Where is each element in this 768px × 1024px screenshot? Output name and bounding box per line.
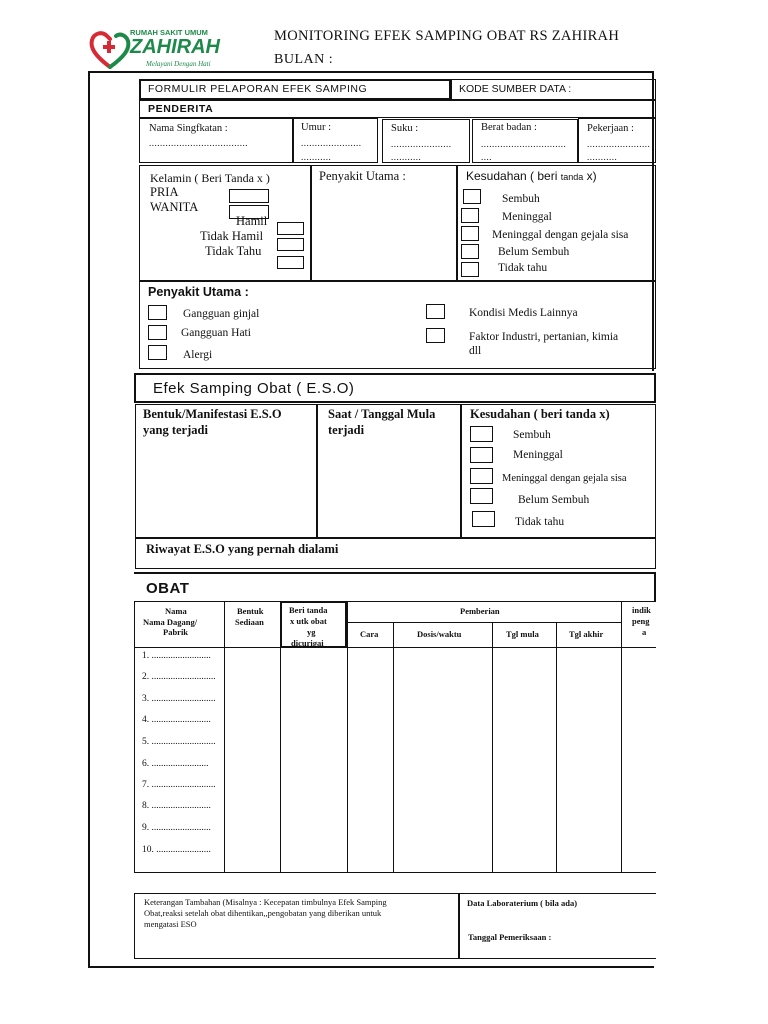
job-dots-2: ........... — [587, 152, 618, 162]
outcome-label-pre: Kesudahan ( beri — [466, 169, 561, 183]
drug-row[interactable]: 7. ........................... — [142, 780, 216, 790]
col-start-header: Tgl mula — [506, 629, 539, 639]
gender-male-checkbox[interactable] — [229, 189, 269, 203]
age-dots-2: ........... — [301, 152, 332, 162]
liver-checkbox[interactable] — [148, 325, 167, 340]
col-form-header-2: Sediaan — [235, 617, 264, 627]
frame-left — [88, 71, 90, 968]
outcome-not-cured-checkbox[interactable] — [461, 244, 479, 259]
frame-bottom — [88, 966, 654, 968]
outcome-cured-checkbox[interactable] — [463, 189, 481, 204]
unknown-label: Tidak Tahu — [205, 244, 262, 258]
drug-row[interactable]: 8. ......................... — [142, 801, 211, 811]
initials-dots: .................................... — [149, 138, 248, 148]
col-admin-header: Pemberian — [460, 606, 500, 616]
col-indication-header: indik — [632, 605, 651, 615]
disease-option: Gangguan ginjal — [183, 308, 260, 320]
eso-manifestation-label: Bentuk/Manifestasi E.S.O — [143, 407, 282, 421]
col-divider — [224, 601, 225, 873]
col-name-header-2: Nama Dagang/ — [143, 617, 198, 627]
eso-outcome-label: Kesudahan ( beri tanda x) — [470, 407, 610, 421]
notes-label-2: Obat,reaksi setelah obat dihentikan,,pengobatan yang diberikan untuk — [144, 908, 382, 918]
drug-row[interactable]: 9. ......................... — [142, 823, 211, 833]
col-form-header: Bentuk — [237, 606, 264, 616]
eso-onset-label: Saat / Tanggal Mula — [328, 407, 436, 421]
industry-checkbox[interactable] — [426, 328, 445, 343]
weight-dots-1: ............................... — [481, 139, 567, 149]
eso-not-cured-checkbox[interactable] — [470, 488, 493, 504]
month-label: BULAN : — [274, 52, 334, 67]
admin-subheader-line — [347, 622, 621, 623]
drug-table-header-line — [134, 647, 656, 648]
job-label: Pekerjaan : — [587, 123, 634, 134]
job-dots-1: ....................... — [587, 139, 651, 149]
obat-title-box — [134, 572, 656, 602]
age-label: Umur : — [301, 122, 332, 133]
col-name-header-3: Pabrik — [163, 627, 189, 637]
col-indication-header-2: peng — [632, 616, 650, 626]
col-suspect-header-2: x utk obat — [290, 616, 327, 626]
outcome-option: Meninggal dengan gejala sisa — [492, 229, 629, 241]
frame-top — [88, 71, 654, 73]
col-suspect-header: Beri tanda — [289, 605, 328, 615]
outcome-option: Tidak tahu — [498, 262, 548, 274]
outcome-label-small: tanda — [560, 172, 584, 182]
weight-label: Berat badan : — [481, 122, 537, 133]
col-end-header: Tgl akhir — [569, 629, 604, 639]
col-suspect-header-3: yg — [307, 627, 316, 637]
eso-history-label: Riwayat E.S.O yang pernah dialami — [146, 542, 339, 556]
col-divider — [621, 601, 622, 873]
not-pregnant-checkbox[interactable] — [277, 238, 304, 251]
logo-name: ZAHIRAH — [130, 36, 220, 58]
col-divider — [347, 601, 348, 873]
col-name-header: Nama — [165, 606, 187, 616]
gender-label: Kelamin ( Beri Tanda x ) — [150, 171, 270, 185]
col-divider — [393, 622, 394, 873]
outcome-died-checkbox[interactable] — [461, 208, 479, 223]
patient-section-title: PENDERITA — [148, 103, 214, 115]
ethnic-label: Suku : — [391, 123, 419, 134]
other-condition-checkbox[interactable] — [426, 304, 445, 319]
col-indication-header-3: a — [642, 627, 647, 637]
drug-row[interactable]: 1. ......................... — [142, 651, 211, 661]
eso-onset-label-2: terjadi — [328, 423, 365, 437]
ethnic-dots-1: ...................... — [391, 139, 452, 149]
exam-date-label: Tanggal Pemeriksaan : — [468, 932, 552, 942]
outcome-option: Meninggal — [502, 211, 552, 223]
drug-row[interactable]: 6. ........................ — [142, 759, 209, 769]
eso-manifestation-label-2: yang terjadi — [143, 423, 208, 437]
form-title: FORMULIR PELAPORAN EFEK SAMPING — [148, 83, 368, 95]
pregnant-checkbox[interactable] — [277, 222, 304, 235]
logo-top-text: RUMAH SAKIT UMUM — [130, 28, 208, 37]
disease-industry-label-2: dll — [469, 345, 482, 357]
outcome-sequelae-checkbox[interactable] — [461, 226, 479, 241]
eso-outcome-option: Sembuh — [513, 429, 551, 441]
gender-male-label: PRIA — [150, 185, 179, 199]
outcome-unknown-checkbox[interactable] — [461, 262, 479, 277]
kidney-checkbox[interactable] — [148, 305, 167, 320]
drug-row[interactable]: 5. ........................... — [142, 737, 216, 747]
eso-outcome-option: Tidak tahu — [515, 516, 565, 528]
eso-unknown-checkbox[interactable] — [472, 511, 495, 527]
drug-row[interactable]: 4. ......................... — [142, 715, 211, 725]
pregnant-label: Hamil — [236, 214, 268, 228]
eso-outcome-option: Meninggal dengan gejala sisa — [502, 473, 627, 484]
initials-label: Nama Singfkatan : — [149, 123, 228, 134]
heart-cross-icon — [88, 27, 132, 71]
disease-option: Alergi — [183, 349, 213, 361]
obat-section-title: OBAT — [146, 580, 190, 597]
eso-outcome-option: Belum Sembuh — [518, 494, 590, 506]
drug-row[interactable]: 10. ....................... — [142, 845, 211, 855]
eso-sequelae-checkbox[interactable] — [470, 468, 493, 484]
weight-dots-2: .... — [481, 152, 492, 162]
eso-died-checkbox[interactable] — [470, 447, 493, 463]
outcome-option: Belum Sembuh — [498, 246, 570, 258]
ethnic-dots-2: ........... — [391, 152, 422, 162]
eso-section-title: Efek Samping Obat ( E.S.O) — [153, 380, 355, 397]
col-suspect-header-4: dicurigai — [291, 638, 324, 648]
lab-label: Data Laboraterium ( bila ada) — [467, 898, 578, 908]
age-dots-1: ...................... — [301, 138, 362, 148]
gender-female-label: WANITA — [150, 200, 199, 214]
eso-cured-checkbox[interactable] — [470, 426, 493, 442]
drug-row[interactable]: 2. ........................... — [142, 672, 216, 682]
eso-outcome-option: Meninggal — [513, 449, 563, 461]
disease-other-label: Kondisi Medis Lainnya — [469, 307, 578, 319]
patient-section-box — [139, 100, 656, 118]
main-disease2-label: Penyakit Utama : — [148, 285, 249, 299]
allergy-checkbox[interactable] — [148, 345, 167, 360]
disease-option: Gangguan Hati — [181, 327, 251, 339]
outcome-label-post: x) — [583, 169, 597, 183]
source-code-label: KODE SUMBER DATA : — [459, 83, 572, 95]
unknown-checkbox[interactable] — [277, 256, 304, 269]
main-disease-label: Penyakit Utama : — [319, 169, 406, 183]
outcome-label — [466, 169, 597, 183]
page-title: MONITORING EFEK SAMPING OBAT RS ZAHIRAH — [274, 28, 620, 44]
col-route-header: Cara — [360, 629, 379, 639]
logo-tagline: Melayani Dengan Hati — [146, 60, 211, 68]
notes-label: Keterangan Tambahan (Misalnya : Kecepatan timbulnya Efek Samping — [144, 897, 387, 907]
col-divider — [492, 622, 493, 873]
disease-industry-label: Faktor Industri, pertanian, kimia — [469, 331, 619, 343]
drug-row[interactable]: 3. ........................... — [142, 694, 216, 704]
notes-label-3: mengatasi ESO — [144, 919, 197, 929]
outcome-option: Sembuh — [502, 193, 540, 205]
col-divider — [556, 622, 557, 873]
col-dose-header: Dosis/waktu — [417, 629, 462, 639]
hospital-logo — [88, 25, 248, 73]
not-pregnant-label: Tidak Hamil — [200, 229, 264, 243]
